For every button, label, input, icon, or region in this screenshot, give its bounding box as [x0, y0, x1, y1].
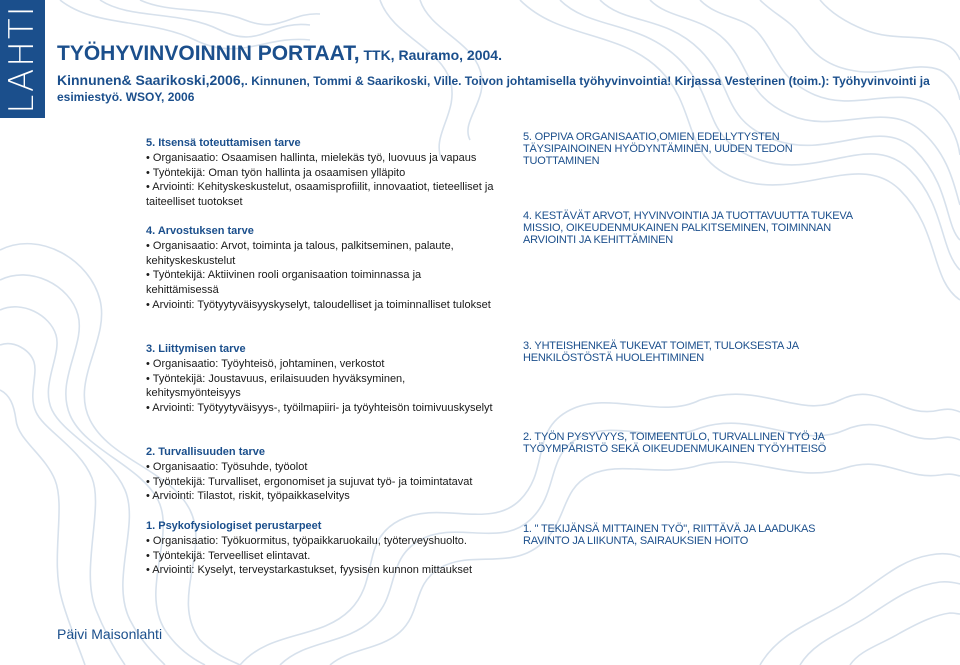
bullet-item: • Arviointi: Työtyytyväisyyskyselyt, taloudelliset ja toiminnalliset tulokset [146, 298, 491, 311]
bullet-item: • Työntekijä: Aktiivinen rooli organisaation toiminnassa ja kehittämisessä [146, 269, 422, 297]
section-physiological [146, 519, 496, 578]
bullet-item: • Työntekijä: Oman työn hallinta ja osaamisen ylläpito [146, 166, 406, 179]
citation [57, 72, 937, 105]
section-heading: 1. Psykofysiologiset perustarpeet [146, 520, 322, 532]
section-safety [146, 445, 496, 504]
section-heading: 5. Itsensä toteuttamisen tarve [146, 137, 301, 149]
author-name: Päivi Maisonlahti [57, 626, 163, 642]
bullet-item: • Työntekijä: Turvalliset, ergonomiset ja sujuvat työ- ja toimintatavat [146, 475, 473, 488]
lahti-logo-text: LAHTI [2, 4, 42, 114]
section-esteem [146, 224, 496, 313]
right-item-4: 4. KESTÄVÄT ARVOT, HYVINVOINTIA JA TUOTTAVUUTTA TUKEVA MISSIO, OIKEUDENMUKAINEN PALKITSEMINEN, TOIMINNAN ARVIOINTI JA KEHITTÄMINEN [523, 210, 853, 246]
bullet-item: • Arviointi: Kyselyt, terveystarkastukset, fyysisen kunnon mittaukset [146, 564, 473, 577]
section-heading: 4. Arvostuksen tarve [146, 225, 254, 237]
bullet-item: • Arviointi: Kehityskeskustelut, osaamisprofiilit, innovaatiot, tieteelliset ja taiteelliset tuotokset [146, 181, 494, 209]
page-title [57, 42, 502, 66]
right-item-3: 3. YHTEISHENKEÄ TUKEVAT TOIMET, TULOKSESTA JA HENKILÖSTÖSTÄ HUOLEHTIMINEN [523, 340, 799, 364]
right-item-1: 1. " TEKIJÄNSÄ MITTAINEN TYÖ", RIITTÄVÄ JA LAADUKAS RAVINTO JA LIIKUNTA, SAIRAUKSIEN HOITO [523, 523, 816, 547]
bullet-item: • Organisaatio: Arvot, toiminta ja talous, palkitseminen, palaute, kehityskeskustelut [146, 239, 454, 267]
title-main: TYÖHYVINVOINNIN PORTAAT, [57, 42, 360, 65]
bullet-item: • Organisaatio: Työyhteisö, johtaminen, verkostot [146, 357, 385, 370]
title-source: TTK, Rauramo, 2004. [359, 47, 502, 63]
bullet-item: • Työntekijä: Joustavuus, erilaisuuden hyväksyminen, kehitysmyönteisyys [146, 372, 406, 400]
section-heading: 2. Turvallisuuden tarve [146, 446, 266, 458]
bullet-item: • Työntekijä: Terveelliset elintavat. [146, 549, 311, 562]
section-self-actualization [146, 136, 496, 210]
right-item-5: 5. OPPIVA ORGANISAATIO,OMIEN EDELLYTYSTEN TÄYSIPAINOINEN HYÖDYNTÄMINEN, UUDEN TEDON TUOTTAMINEN [523, 131, 793, 167]
section-belonging [146, 342, 496, 416]
lahti-logo [0, 0, 45, 118]
section-heading: 3. Liittymisen tarve [146, 343, 246, 355]
bullet-item: • Organisaatio: Työsuhde, työolot [146, 460, 308, 473]
bullet-item: • Arviointi: Työtyytyväisyys-, työilmapiiri- ja työyhteisön toimivuuskyselyt [146, 402, 493, 415]
right-item-2: 2. TYÖN PYSYVYYS, TOIMEENTULO, TURVALLINEN TYÖ JA TYÖYMPÄRISTÖ SEKÄ OIKEUDENMUKAINEN TYÖYHTEISÖ [523, 431, 827, 455]
bullet-item: • Organisaatio: Työkuormitus, työpaikkaruokailu, työterveyshuolto. [146, 534, 467, 547]
bullet-item: • Arviointi: Tilastot, riskit, työpaikkaselvitys [146, 490, 350, 503]
bullet-item: • Organisaatio: Osaamisen hallinta, mielekäs työ, luovuus ja vapaus [146, 151, 477, 164]
citation-authors: Kinnunen& Saarikoski,2006, [57, 72, 245, 88]
citation-reference: . Kinnunen, Tommi & Saarikoski, Ville. Toivon johtamisella työhyvinvointia! Kirjassa Vesterinen (toim.): Työhyvinvointi ja esimiestyö. WSOY, 2006 [57, 74, 930, 104]
